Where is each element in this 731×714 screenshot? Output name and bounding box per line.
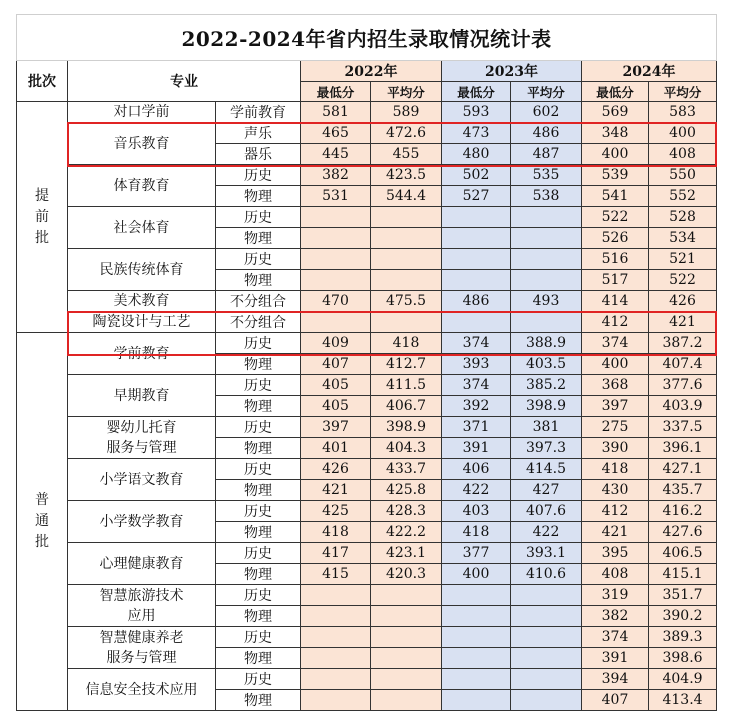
score-2024-avg: 337.5 [649, 417, 717, 438]
score-2023-min [442, 207, 511, 228]
score-2022-avg: 422.2 [371, 522, 442, 543]
batch-char: 通 [35, 513, 49, 529]
score-2022-avg: 404.3 [371, 438, 442, 459]
header-batch: 批次 [17, 61, 68, 102]
sub-category: 历史 [216, 501, 301, 522]
score-2023-avg [511, 312, 582, 333]
score-2023-min: 392 [442, 396, 511, 417]
score-2024-avg: 390.2 [649, 606, 717, 627]
sub-category: 历史 [216, 333, 301, 354]
major-name-line: 信息安全技术应用 [85, 681, 198, 698]
major-name-line: 应用 [127, 607, 156, 624]
score-2022-min [301, 606, 371, 627]
score-2022-avg: 425.8 [371, 480, 442, 501]
score-2022-avg: 423.5 [371, 165, 442, 186]
score-2022-min: 426 [301, 459, 371, 480]
score-2022-avg [371, 627, 442, 648]
major-name [68, 417, 216, 459]
score-2024-min: 539 [582, 165, 649, 186]
sub-category: 历史 [216, 543, 301, 564]
major-name-line: 对口学前 [113, 104, 170, 120]
score-2023-avg: 538 [511, 186, 582, 207]
score-2022-avg: 418 [371, 333, 442, 354]
score-2022-min [301, 648, 371, 669]
score-2022-min [301, 627, 371, 648]
score-2023-avg: 486 [511, 123, 582, 144]
score-2024-min: 374 [582, 333, 649, 354]
score-2023-avg: 397.3 [511, 438, 582, 459]
header-year-2023: 2023年 [442, 61, 582, 82]
major-name-line: 社会体育 [113, 219, 170, 236]
score-2022-avg: 589 [371, 102, 442, 123]
score-2024-avg: 404.9 [649, 669, 717, 690]
score-2024-min: 414 [582, 291, 649, 312]
sub-category: 历史 [216, 585, 301, 606]
major-name-line: 早期教育 [113, 387, 170, 404]
score-2024-avg: 550 [649, 165, 717, 186]
score-2022-avg: 398.9 [371, 417, 442, 438]
score-2022-min: 417 [301, 543, 371, 564]
table-row [17, 207, 717, 228]
score-2024-min: 418 [582, 459, 649, 480]
score-2024-min: 391 [582, 648, 649, 669]
sub-category: 物理 [216, 564, 301, 585]
score-2022-min [301, 669, 371, 690]
major-name [68, 165, 216, 207]
table-row [17, 627, 717, 648]
score-2022-avg: 475.5 [371, 291, 442, 312]
sub-category: 物理 [216, 228, 301, 249]
score-2022-min: 405 [301, 396, 371, 417]
score-2024-min: 526 [582, 228, 649, 249]
major-name [68, 102, 216, 123]
score-2024-avg: 552 [649, 186, 717, 207]
table-row [17, 669, 717, 690]
batch-char: 前 [35, 208, 49, 225]
sub-category: 历史 [216, 249, 301, 270]
major-name [68, 207, 216, 249]
table-row [17, 291, 717, 312]
sub-category: 历史 [216, 417, 301, 438]
score-2024-min: 395 [582, 543, 649, 564]
score-2023-min: 391 [442, 438, 511, 459]
major-name-line: 音乐教育 [113, 135, 170, 152]
sub-category: 不分组合 [216, 312, 301, 333]
major-name-line: 婴幼儿托育 [106, 419, 177, 436]
table-title: 2022-2024年省内招生录取情况统计表 [17, 15, 717, 61]
score-2022-avg: 428.3 [371, 501, 442, 522]
score-2023-avg: 393.1 [511, 543, 582, 564]
score-2024-avg: 413.4 [649, 690, 717, 711]
major-name [68, 333, 216, 375]
score-2023-avg [511, 690, 582, 711]
score-2022-avg [371, 207, 442, 228]
header-min-2022: 最低分 [301, 82, 371, 102]
score-2023-avg: 422 [511, 522, 582, 543]
header-avg-2023: 平均分 [511, 82, 582, 102]
table-row [17, 123, 717, 144]
major-name-line: 小学数学教育 [99, 513, 184, 530]
score-2023-avg: 427 [511, 480, 582, 501]
score-2024-min: 368 [582, 375, 649, 396]
score-2024-min: 522 [582, 207, 649, 228]
score-2024-avg: 528 [649, 207, 717, 228]
score-2023-min: 527 [442, 186, 511, 207]
score-2023-avg: 535 [511, 165, 582, 186]
major-name [68, 501, 216, 543]
score-2024-min: 430 [582, 480, 649, 501]
header-avg-2022: 平均分 [371, 82, 442, 102]
score-2024-avg: 534 [649, 228, 717, 249]
major-name-line: 美术教育 [113, 293, 170, 309]
score-2022-min: 531 [301, 186, 371, 207]
score-2023-min: 480 [442, 144, 511, 165]
score-2022-min [301, 312, 371, 333]
score-2022-min: 405 [301, 375, 371, 396]
score-2024-min: 400 [582, 144, 649, 165]
score-2024-avg: 426 [649, 291, 717, 312]
sub-category: 物理 [216, 186, 301, 207]
score-2024-avg: 427.6 [649, 522, 717, 543]
score-2023-min: 377 [442, 543, 511, 564]
score-2022-avg [371, 648, 442, 669]
table-row [17, 417, 717, 438]
score-2024-avg: 407.4 [649, 354, 717, 375]
score-2022-min: 415 [301, 564, 371, 585]
score-2022-min: 445 [301, 144, 371, 165]
sub-category: 物理 [216, 522, 301, 543]
score-2022-min: 581 [301, 102, 371, 123]
score-2022-avg [371, 690, 442, 711]
score-2023-avg: 407.6 [511, 501, 582, 522]
score-2024-avg: 406.5 [649, 543, 717, 564]
score-2024-avg: 421 [649, 312, 717, 333]
score-2023-min [442, 648, 511, 669]
score-2024-min: 541 [582, 186, 649, 207]
sub-category: 物理 [216, 606, 301, 627]
major-name [68, 375, 216, 417]
score-2023-avg: 487 [511, 144, 582, 165]
score-2024-min: 319 [582, 585, 649, 606]
major-name-line: 服务与管理 [106, 439, 177, 456]
sub-category: 不分组合 [216, 291, 301, 312]
table-body [17, 102, 717, 711]
score-2022-min [301, 207, 371, 228]
sub-category: 历史 [216, 627, 301, 648]
score-2024-min: 400 [582, 354, 649, 375]
table-row [17, 102, 717, 123]
score-2023-min: 473 [442, 123, 511, 144]
table-row [17, 165, 717, 186]
score-2024-min: 394 [582, 669, 649, 690]
score-2024-avg: 377.6 [649, 375, 717, 396]
score-2022-avg [371, 669, 442, 690]
sub-category: 物理 [216, 648, 301, 669]
admission-table-wrapper [16, 14, 716, 711]
header-min-2024: 最低分 [582, 82, 649, 102]
major-name [68, 543, 216, 585]
major-name-line: 小学语文教育 [99, 471, 184, 488]
score-2023-min [442, 312, 511, 333]
score-2024-avg: 522 [649, 270, 717, 291]
score-2022-avg: 406.7 [371, 396, 442, 417]
header-major: 专业 [68, 61, 301, 102]
batch-normal [17, 333, 68, 711]
score-2023-min: 418 [442, 522, 511, 543]
score-2022-min: 465 [301, 123, 371, 144]
score-2024-min: 412 [582, 312, 649, 333]
score-2023-min: 593 [442, 102, 511, 123]
score-2022-avg: 420.3 [371, 564, 442, 585]
header-year-2022: 2022年 [301, 61, 442, 82]
score-2023-avg: 410.6 [511, 564, 582, 585]
batch-char: 提 [35, 187, 49, 204]
score-2023-avg: 388.9 [511, 333, 582, 354]
score-2023-min: 393 [442, 354, 511, 375]
score-2023-min [442, 606, 511, 627]
score-2023-min [442, 249, 511, 270]
score-2023-avg [511, 228, 582, 249]
sub-category: 声乐 [216, 123, 301, 144]
sub-category: 物理 [216, 354, 301, 375]
major-name-line: 智慧旅游技术 [99, 587, 184, 604]
score-2024-avg: 583 [649, 102, 717, 123]
score-2022-min: 421 [301, 480, 371, 501]
score-2023-avg: 381 [511, 417, 582, 438]
table-row [17, 543, 717, 564]
score-2022-min [301, 585, 371, 606]
batch-char: 批 [35, 229, 49, 246]
score-2022-avg: 472.6 [371, 123, 442, 144]
score-2023-min [442, 270, 511, 291]
table-row [17, 585, 717, 606]
score-2022-min [301, 249, 371, 270]
score-2024-min: 408 [582, 564, 649, 585]
table-row [17, 375, 717, 396]
score-2022-min: 418 [301, 522, 371, 543]
sub-category: 物理 [216, 438, 301, 459]
score-2022-avg: 433.7 [371, 459, 442, 480]
header-avg-2024: 平均分 [649, 82, 717, 102]
table-row [17, 249, 717, 270]
score-2024-min: 397 [582, 396, 649, 417]
score-2023-avg: 414.5 [511, 459, 582, 480]
score-2023-avg [511, 606, 582, 627]
score-2024-min: 382 [582, 606, 649, 627]
score-2022-min: 401 [301, 438, 371, 459]
sub-category: 历史 [216, 669, 301, 690]
score-2024-avg: 389.3 [649, 627, 717, 648]
score-2024-min: 407 [582, 690, 649, 711]
table-row [17, 312, 717, 333]
header-year-2024: 2024年 [582, 61, 717, 82]
score-2023-avg [511, 648, 582, 669]
score-2022-avg: 455 [371, 144, 442, 165]
major-name [68, 459, 216, 501]
score-2022-avg [371, 585, 442, 606]
batch-char: 普 [35, 492, 49, 508]
score-2023-avg [511, 207, 582, 228]
score-2024-avg: 398.6 [649, 648, 717, 669]
score-2023-avg [511, 270, 582, 291]
header-min-2023: 最低分 [442, 82, 511, 102]
sub-category: 物理 [216, 690, 301, 711]
score-2023-avg [511, 627, 582, 648]
score-2022-avg [371, 312, 442, 333]
table-row [17, 459, 717, 480]
major-name [68, 123, 216, 165]
table-row [17, 501, 717, 522]
score-2023-min: 374 [442, 333, 511, 354]
major-name [68, 627, 216, 669]
score-2023-min: 502 [442, 165, 511, 186]
score-2023-avg [511, 669, 582, 690]
score-2024-min: 348 [582, 123, 649, 144]
batch-char: 批 [35, 534, 49, 550]
score-2023-avg: 385.2 [511, 375, 582, 396]
score-2024-min: 569 [582, 102, 649, 123]
batch-early [17, 102, 68, 333]
score-2022-avg: 412.7 [371, 354, 442, 375]
major-name-line: 民族传统体育 [99, 261, 184, 278]
major-name-line: 服务与管理 [106, 649, 177, 666]
sub-category: 器乐 [216, 144, 301, 165]
score-2024-avg: 521 [649, 249, 717, 270]
sub-category: 历史 [216, 459, 301, 480]
score-2022-avg [371, 270, 442, 291]
major-name-line: 陶瓷设计与工艺 [92, 314, 191, 330]
major-name [68, 249, 216, 291]
score-2024-min: 421 [582, 522, 649, 543]
score-2022-min: 397 [301, 417, 371, 438]
sub-category: 学前教育 [216, 102, 301, 123]
score-2024-min: 390 [582, 438, 649, 459]
score-2024-avg: 387.2 [649, 333, 717, 354]
score-2024-avg: 427.1 [649, 459, 717, 480]
sub-category: 历史 [216, 207, 301, 228]
score-2024-avg: 435.7 [649, 480, 717, 501]
score-2023-min: 486 [442, 291, 511, 312]
score-2022-min: 382 [301, 165, 371, 186]
score-2022-avg: 423.1 [371, 543, 442, 564]
score-2022-min: 425 [301, 501, 371, 522]
score-2022-min [301, 270, 371, 291]
score-2022-avg [371, 249, 442, 270]
score-2023-min: 422 [442, 480, 511, 501]
score-2023-avg [511, 249, 582, 270]
score-2023-avg: 403.5 [511, 354, 582, 375]
score-2024-avg: 408 [649, 144, 717, 165]
score-2023-avg: 398.9 [511, 396, 582, 417]
admission-table [16, 14, 717, 711]
table-row [17, 333, 717, 354]
score-2023-min [442, 228, 511, 249]
sub-category: 物理 [216, 480, 301, 501]
sub-category: 历史 [216, 375, 301, 396]
score-2023-min [442, 690, 511, 711]
score-2024-min: 516 [582, 249, 649, 270]
score-2022-avg [371, 228, 442, 249]
major-name-line: 心理健康教育 [99, 555, 184, 572]
score-2024-avg: 396.1 [649, 438, 717, 459]
score-2023-avg: 602 [511, 102, 582, 123]
score-2023-min: 406 [442, 459, 511, 480]
score-2024-min: 517 [582, 270, 649, 291]
score-2023-min: 400 [442, 564, 511, 585]
sub-category: 物理 [216, 396, 301, 417]
sub-category: 物理 [216, 270, 301, 291]
major-name-line: 体育教育 [113, 177, 170, 194]
major-name-line: 智慧健康养老 [99, 629, 184, 646]
score-2024-avg: 351.7 [649, 585, 717, 606]
score-2024-avg: 403.9 [649, 396, 717, 417]
major-name [68, 585, 216, 627]
score-2024-min: 275 [582, 417, 649, 438]
score-2023-min: 374 [442, 375, 511, 396]
score-2022-avg: 411.5 [371, 375, 442, 396]
major-name-line: 学前教育 [113, 345, 170, 362]
major-name [68, 669, 216, 711]
score-2024-avg: 416.2 [649, 501, 717, 522]
score-2023-min: 403 [442, 501, 511, 522]
score-2023-min [442, 669, 511, 690]
score-2022-min [301, 228, 371, 249]
score-2022-min [301, 690, 371, 711]
score-2022-min: 407 [301, 354, 371, 375]
score-2024-min: 374 [582, 627, 649, 648]
score-2022-min: 470 [301, 291, 371, 312]
major-name [68, 312, 216, 333]
score-2022-avg [371, 606, 442, 627]
score-2024-min: 412 [582, 501, 649, 522]
score-2024-avg: 400 [649, 123, 717, 144]
score-2023-min: 371 [442, 417, 511, 438]
score-2023-min [442, 627, 511, 648]
score-2022-min: 409 [301, 333, 371, 354]
score-2024-avg: 415.1 [649, 564, 717, 585]
score-2023-min [442, 585, 511, 606]
score-2023-avg [511, 585, 582, 606]
major-name [68, 291, 216, 312]
score-2022-avg: 544.4 [371, 186, 442, 207]
score-2023-avg: 493 [511, 291, 582, 312]
sub-category: 历史 [216, 165, 301, 186]
